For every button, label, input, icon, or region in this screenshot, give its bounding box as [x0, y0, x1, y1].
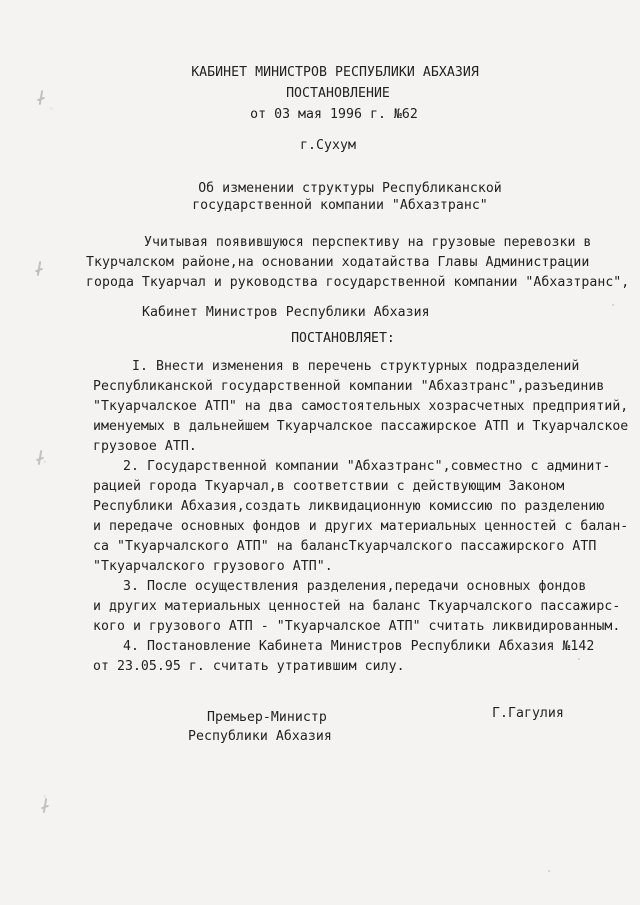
item-line-9: и передаче основных фондов и других материальных ценностей с балан- — [93, 519, 629, 534]
paper-speck — [578, 658, 580, 660]
item-line-2: Республиканской государственной компании "Абхазтранс",разъединив — [93, 379, 605, 394]
item-line-12: 3. После осуществления разделения,передачи основных фондов — [123, 579, 587, 594]
signature-name: Г.Гагулия — [492, 706, 564, 721]
item-line-6: 2. Государственной компании "Абхазтранс",совместно с админит- — [123, 459, 611, 474]
document-city: г.Сухум — [300, 138, 356, 153]
document-title-line-1: КАБИНЕТ МИНИСТРОВ РЕСПУБЛИКИ АБХАЗИЯ — [191, 65, 479, 80]
margin-mark-icon — [34, 448, 48, 468]
signature-position-line-1: Премьер-Министр — [207, 710, 327, 725]
item-line-11: "Ткуарчалского грузового АТП". — [93, 559, 333, 574]
document-date-number: от 03 мая 1996 г. №62 — [250, 107, 418, 122]
decree-heading: ПОСТАНОВЛЯЕТ: — [291, 331, 395, 346]
item-line-16: от 23.05.95 г. считать утратившим силу. — [93, 659, 405, 674]
paper-speck — [548, 870, 550, 872]
subject-line-2: государственной компании "Абхазтранс" — [192, 198, 488, 213]
item-line-4: именуемых в дальнейшем Ткуарчалское пассажирское АТП и Ткуарчалское — [93, 419, 629, 434]
item-line-15: 4. Постановление Кабинета Министров Республики Абхазия №142 — [123, 639, 595, 654]
subject-line-1: Об изменении структуры Республиканской — [198, 181, 502, 196]
item-line-8: Республики Абхазия,создать ликвидационную комиссию по разделению — [93, 499, 605, 514]
preamble-line-1: Учитывая появившуюся перспективу на грузовые перевозки в — [144, 235, 592, 250]
item-line-14: кого и грузового АТП - "Ткуарчалское АТП" считать ликвидированным. — [93, 619, 621, 634]
signature-position-line-2: Республики Абхазия — [188, 729, 332, 744]
item-line-7: рацией города Ткуарчал,в соответствии с действующим Законом — [93, 479, 565, 494]
margin-mark-icon — [39, 796, 53, 816]
margin-mark-icon — [33, 259, 47, 279]
margin-mark-icon — [35, 88, 49, 108]
item-line-13: и других материальных ценностей на баланс Ткуарчалского пассажирс- — [93, 599, 621, 614]
item-line-1: I. Внести изменения в перечень структурных подразделений — [132, 359, 580, 374]
item-line-5: грузовое АТП. — [93, 439, 197, 454]
paper-speck — [612, 304, 614, 306]
item-line-3: "Ткуарчалское АТП" на два самостоятельных хозрасчетных предприятий, — [93, 399, 629, 414]
document-title-line-2: ПОСТАНОВЛЕНИЕ — [286, 86, 390, 101]
preamble-line-4: Кабинет Министров Республики Абхазия — [142, 305, 430, 320]
item-line-10: са "Ткуарчалского АТП" на балансТкуарчалского пассажирского АТП — [93, 539, 597, 554]
preamble-line-3: города Ткуарчал и руководства государственной компании "Абхазтранс", — [86, 275, 630, 290]
preamble-line-2: Ткурчалском районе,на основании ходатайства Главы Администрации — [86, 255, 590, 270]
